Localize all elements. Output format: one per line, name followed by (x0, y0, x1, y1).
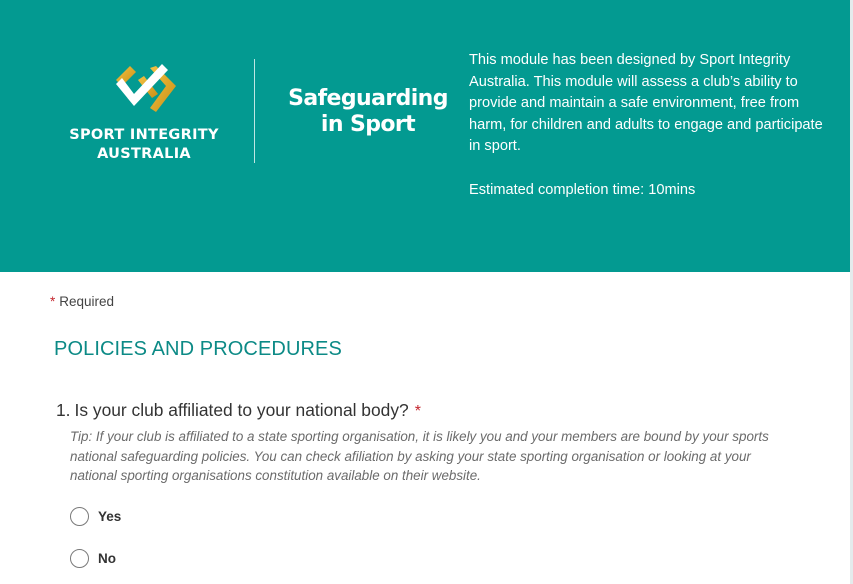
question-title (56, 400, 816, 421)
sport-integrity-mark-icon (110, 62, 180, 118)
program-title (282, 86, 454, 138)
question-text: Is your club affiliated to your national body? (74, 400, 409, 420)
module-description (469, 50, 829, 201)
required-asterisk: * (50, 294, 56, 309)
sport-integrity-australia-logo (64, 60, 224, 170)
program-title-line1: Safeguarding (288, 86, 448, 111)
org-name-line1: SPORT INTEGRITY (69, 127, 219, 143)
option-yes[interactable] (70, 506, 121, 526)
required-label: Required (59, 294, 115, 309)
option-no[interactable] (70, 548, 121, 568)
completion-time: Estimated completion time: 10mins (469, 181, 696, 198)
section-title: POLICIES AND PROCEDURES (54, 338, 342, 360)
description-text: This module has been designed by Sport Integrity Australia. This module will assess a club’s ability to provide and maintain a safe environment, free from harm, for children and adults to engage and participate in sport. (469, 52, 823, 155)
org-name (64, 126, 224, 164)
question-tip: Tip: If your club is affiliated to a state sporting organisation, it is likely you and your members are bound by your sports national safeguarding policies. You can check afiliation by asking your state sporting organisation or looking at your national sporting organisations constitution available on their website. (70, 429, 769, 483)
option-no-label: No (98, 550, 116, 566)
question-1-options (70, 506, 121, 584)
org-name-line2: AUSTRALIA (97, 146, 191, 162)
header-banner (0, 0, 850, 272)
required-note (50, 294, 114, 309)
question-1 (56, 400, 816, 486)
program-title-line2: in Sport (320, 112, 416, 137)
logo-divider (254, 59, 255, 163)
option-yes-label: Yes (98, 508, 122, 524)
question-number: 1. (56, 400, 71, 420)
radio-no[interactable] (70, 549, 89, 568)
question-required-marker: * (414, 403, 421, 420)
radio-yes[interactable] (70, 507, 89, 526)
